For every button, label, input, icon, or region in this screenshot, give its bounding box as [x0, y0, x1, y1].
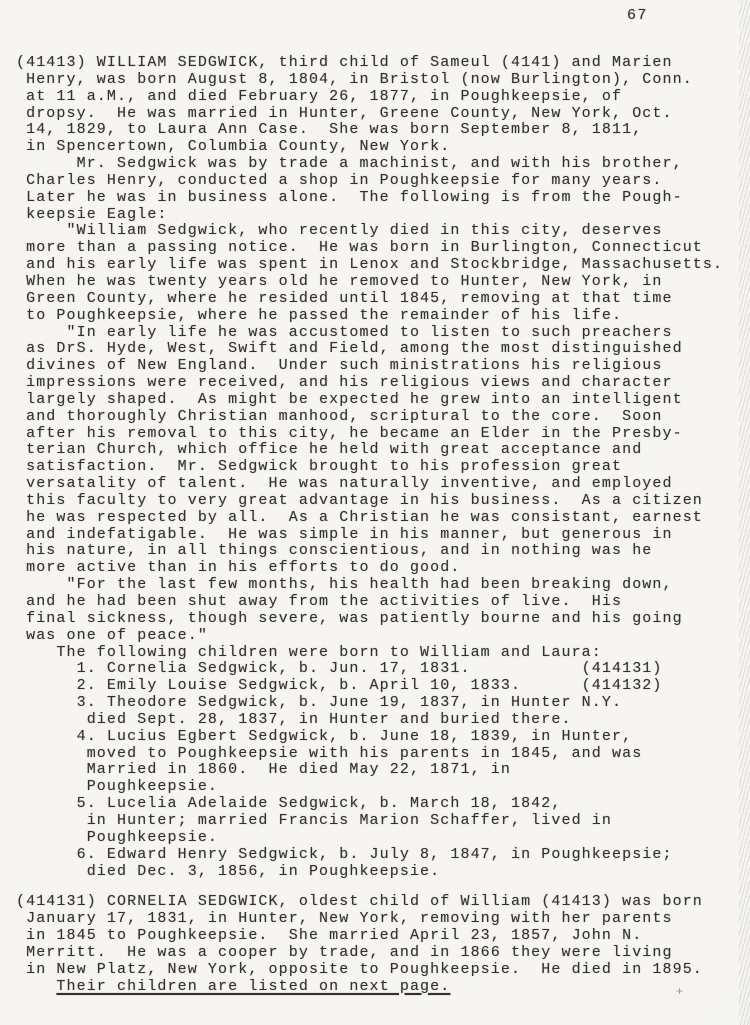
text-line: "William Sedgwick, who recently died in this city, deserves — [16, 222, 663, 240]
text-line: 14, 1829, to Laura Ann Case. She was born September 8, 1811, — [16, 121, 643, 139]
text-line: 6. Edward Henry Sedgwick, b. July 8, 1847, in Poughkeepsie; — [16, 845, 673, 863]
text-line: 3. Theodore Sedgwick, b. June 19, 1837, in Hunter N.Y. — [16, 694, 623, 712]
text-line: died Sept. 28, 1837, in Hunter and buried there. — [16, 710, 572, 728]
text-line: and his early life was spent in Lenox and Stockbridge, Massachusetts. — [16, 256, 724, 274]
text-line: impressions were received, and his religious views and character — [16, 374, 673, 392]
text-line: terian Church, which office he held with great acceptance and — [16, 441, 643, 459]
eagle-quote-part-3 — [16, 577, 723, 644]
text-line: Later he was in business alone. The following is from the Pough- — [16, 188, 683, 206]
text-line: more active than in his efforts to do good. — [16, 559, 461, 577]
text-line: in Spencertown, Columbia County, New York. — [16, 138, 451, 156]
text-line: versatality of talent. He was naturally inventive, and employed — [16, 475, 673, 493]
text-line: Poughkeepsie. — [16, 828, 219, 846]
text-line: Henry, was born August 8, 1804, in Bristol (now Burlington), Conn. — [16, 70, 693, 88]
text-line: his nature, in all things conscientious, and in nothing was he — [16, 542, 653, 560]
text-line: Mr. Sedgwick was by trade a machinist, and with his brother, — [16, 155, 683, 173]
eagle-quote-part-1 — [16, 223, 723, 324]
text-line: he was respected by all. As a Christian he was consistant, earnest — [16, 508, 703, 526]
text-line: 2. Emily Louise Sedgwick, b. April 10, 1833. (414132) — [16, 677, 663, 695]
text-line: was one of peace." — [16, 626, 208, 644]
text-line: "For the last few months, his health had been breaking down, — [16, 576, 673, 594]
children-list — [16, 661, 723, 880]
text-line: Green County, where he resided until 1845, removing at that time — [16, 289, 673, 307]
text-line: died Dec. 3, 1856, in Poughkeepsie. — [16, 862, 441, 880]
text-line: in 1845 to Poughkeepsie. She married April 23, 1857, John N. — [16, 927, 643, 945]
text-line: final sickness, though severe, was patiently bourne and his going — [16, 609, 683, 627]
text-line: after his removal to this city, he became an Elder in the Presby- — [16, 424, 683, 442]
text-line: divines of New England. Under such ministrations his religious — [16, 357, 663, 375]
text-line: more than a passing notice. He was born in Burlington, Connecticut — [16, 239, 703, 257]
text-line: Married in 1860. He died May 22, 1871, in — [16, 761, 511, 779]
text-line: in Hunter; married Francis Marion Schaffer, lived in — [16, 811, 612, 829]
scan-edge-artifact — [739, 0, 750, 1025]
page-number: 67 — [627, 7, 648, 24]
text-line: and indefatigable. He was simple in his manner, but generous in — [16, 525, 673, 543]
text-line: satisfaction. Mr. Sedgwick brought to his profession great — [16, 458, 623, 476]
text-line: 1. Cornelia Sedgwick, b. Jun. 17, 1831. (414131) — [16, 660, 663, 678]
text-line: Poughkeepsie. — [16, 778, 219, 796]
text-line: 5. Lucelia Adelaide Sedgwick, b. March 18, 1842, — [16, 795, 562, 813]
eagle-quote-part-2 — [16, 325, 723, 578]
text-line: 4. Lucius Egbert Sedgwick, b. June 18, 1839, in Hunter, — [16, 727, 633, 745]
entry-414131 — [16, 894, 723, 995]
text-line: Charles Henry, conducted a shop in Poughkeepsie for many years. — [16, 171, 663, 189]
margin-pencil-mark: + — [676, 985, 684, 999]
text-line: largely shaped. As might be expected he grew into an intelligent — [16, 390, 683, 408]
text-line — [16, 979, 723, 996]
text-line: as DrS. Hyde, West, Swift and Field, among the most distinguished — [16, 340, 683, 358]
text-line: this faculty to very great advantage in his business. As a citizen — [16, 491, 703, 509]
text-line: at 11 a.M., and died February 26, 1877, in Poughkeepsie, of — [16, 87, 623, 105]
text-line: moved to Poughkeepsie with his parents in 1845, and was — [16, 744, 643, 762]
children-intro — [16, 645, 723, 662]
text-line: The following children were born to William and Laura: — [16, 643, 602, 661]
text-line: "In early life he was accustomed to listen to such preachers — [16, 323, 673, 341]
entry-41413 — [16, 55, 723, 156]
trade-paragraph — [16, 156, 723, 223]
text-line: keepsie Eagle: — [16, 205, 168, 223]
underlined-text: Their children are listed on next page. — [56, 977, 451, 995]
text-line: and thoroughly Christian manhood, scriptural to the core. Soon — [16, 407, 663, 425]
text-line: When he was twenty years old he removed to Hunter, New York, in — [16, 272, 663, 290]
text-line: (414131) CORNELIA SEDGWICK, oldest child of William (41413) was born — [16, 893, 703, 911]
document-body — [16, 55, 723, 995]
text-line: to Poughkeepsie, where he passed the remainder of his life. — [16, 306, 623, 324]
text-line: and he had been shut away from the activities of live. His — [16, 593, 623, 610]
text-line: Merritt. He was a cooper by trade, and in 1866 they were living — [16, 943, 673, 961]
text-line: (41413) WILLIAM SEDGWICK, third child of Sameul (4141) and Marien — [16, 54, 673, 71]
text-line: dropsy. He was married in Hunter, Greene County, New York, Oct. — [16, 104, 673, 122]
text-line: in New Platz, New York, opposite to Poughkeepsie. He died in 1895. — [16, 960, 703, 978]
text-line: January 17, 1831, in Hunter, New York, removing with her parents — [16, 910, 673, 928]
